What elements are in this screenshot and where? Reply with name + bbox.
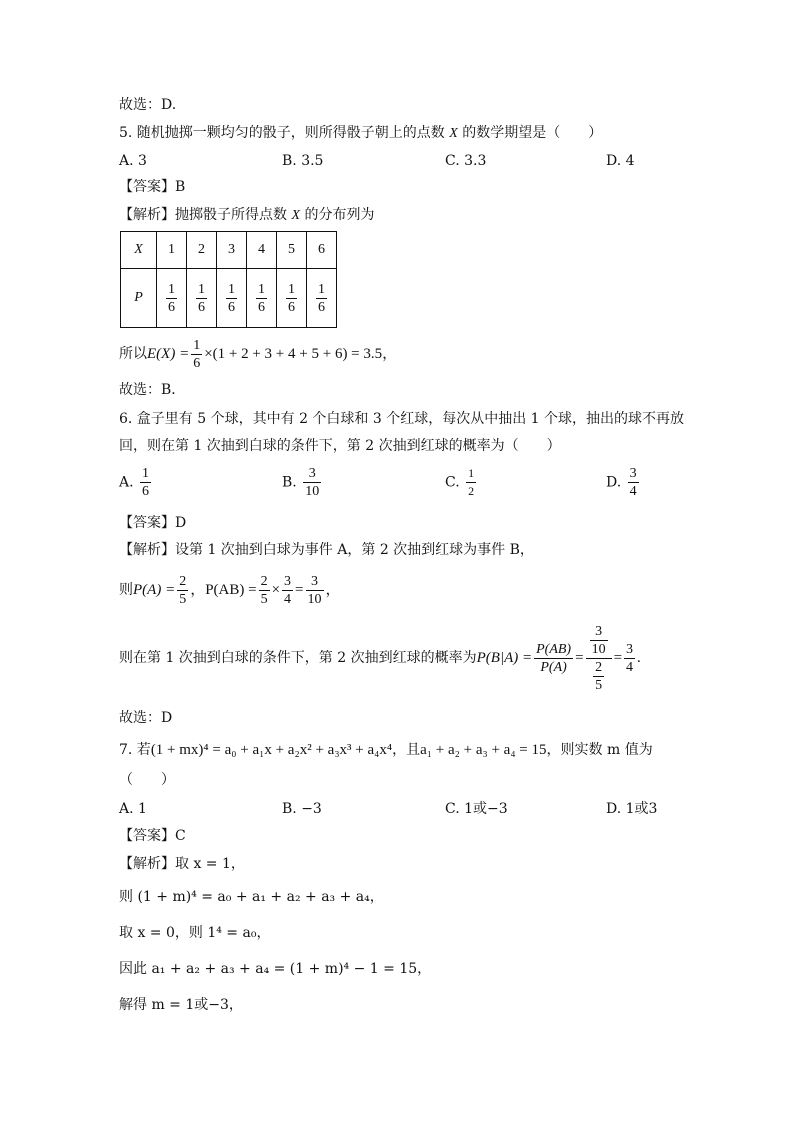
table-prob-cell: $\frac{1}{6}$ xyxy=(307,269,337,328)
pab-end: ， xyxy=(325,582,341,598)
q7-analysis-line5: 解得 m = 1或−3， xyxy=(119,997,243,1013)
pab-times: × xyxy=(271,582,281,598)
cond-text: 则在第 1 次抽到白球的条件下，第 2 次抽到红球的概率为 xyxy=(119,650,477,666)
q7-stem-mid: ，且 xyxy=(392,742,421,758)
table-header-row xyxy=(121,232,337,269)
formula-rhs: ×(1 + 2 + 3 + 4 + 5 + 6) = 3.5， xyxy=(204,346,398,362)
cond-end: . xyxy=(637,650,641,666)
q6-option-b: B. $\frac{3}{10}$ xyxy=(282,466,320,499)
q5-analysis-var: X xyxy=(291,208,301,223)
q7-stem-line2: （ ） xyxy=(119,772,175,788)
q5-option-a: A. 3 xyxy=(119,153,147,169)
pab-fraction-2: $\frac{3}{4}$ xyxy=(284,573,292,607)
q6-option-d: D. $\frac{3}{4}$ xyxy=(606,466,637,499)
cond-eq: = xyxy=(575,650,584,666)
q6-answer: 【答案】D xyxy=(119,515,187,531)
q7-stem-condition: a₁ + a₂ + a₃ + a₄ = 15 xyxy=(420,742,547,758)
cond-eq2: = xyxy=(613,650,623,666)
q6-stem-line1: 6. 盒子里有 5 个球，其中有 2 个白球和 3 个红球，每次从中抽出 1 个球，抽出的球不再放 xyxy=(119,411,685,427)
q6-probabilities xyxy=(119,572,341,608)
q7-analysis-line3: 取 x = 0，则 1⁴ = a₀， xyxy=(119,925,271,941)
q7-stem-prefix: 7. 若 xyxy=(119,742,151,758)
q5-answer: 【答案】B xyxy=(119,179,186,195)
cond-fraction: $\frac{P(AB)}{P(A)}$ xyxy=(536,641,572,675)
pab-lhs: ，P(AB) = xyxy=(190,582,257,598)
formula-lhs: E(X) = xyxy=(147,346,190,362)
q7-option-d: D. 1或3 xyxy=(606,801,658,817)
q6-conditional xyxy=(119,622,641,694)
q7-answer: 【答案】C xyxy=(119,828,186,844)
q6-option-c: C. $\frac{1}{2}$ xyxy=(445,466,475,498)
q5-option-d: D. 4 xyxy=(606,153,635,169)
q5-stem-text-a: 5. 随机抛掷一颗均匀的骰子，则所得骰子朝上的点数 xyxy=(119,125,450,141)
table-x-label: X xyxy=(121,232,157,269)
table-value-cell: 6 xyxy=(307,232,337,269)
cond-lhs: P(B|A) = xyxy=(476,650,533,666)
pab-fraction-1: $\frac{2}{5}$ xyxy=(260,573,268,607)
q5-analysis-text-a: 【解析】抛掷骰子所得点数 xyxy=(119,207,292,223)
table-value-cell: 1 xyxy=(157,232,187,269)
q7-stem-formula: (1 + mx)⁴ = a₀ + a₁x + a₂x² + a₃x³ + a₄x⁴ xyxy=(150,742,393,758)
q5-analysis xyxy=(119,206,374,225)
formula-fraction: $\frac{1}{6}$ xyxy=(193,337,201,371)
q5-option-b: B. 3.5 xyxy=(282,153,324,169)
q6-option-a: A. $\frac{1}{6}$ xyxy=(119,466,150,499)
table-prob-cell: $\frac{1}{6}$ xyxy=(157,269,187,328)
q5-option-c: C. 3.3 xyxy=(445,153,487,169)
table-value-cell: 3 xyxy=(217,232,247,269)
cond-compound-fraction: $\frac{\frac{3}{10}}{\frac{2}{5}}$ xyxy=(586,623,612,694)
q7-analysis-line2: 则 (1 + m)⁴ = a₀ + a₁ + a₂ + a₃ + a₄， xyxy=(119,889,384,905)
pab-fraction-3: $\frac{3}{10}$ xyxy=(307,573,322,607)
table-value-cell: 2 xyxy=(187,232,217,269)
pa-fraction: $\frac{2}{5}$ xyxy=(179,573,187,607)
q7-stem xyxy=(119,741,653,759)
distribution-table xyxy=(120,231,337,328)
table-p-label: P xyxy=(121,269,157,328)
q4-conclusion: 故选：D. xyxy=(119,97,177,113)
q6-analysis: 【解析】设第 1 次抽到白球为事件 A，第 2 次抽到红球为事件 B， xyxy=(119,542,534,558)
q5-expectation-formula xyxy=(119,336,397,372)
then-prefix: 则 xyxy=(119,582,133,598)
pa-lhs: P(A) = xyxy=(133,582,176,598)
q7-analysis-line4: 因此 a₁ + a₂ + a₃ + a₄ = (1 + m)⁴ − 1 = 15， xyxy=(119,961,432,977)
q5-stem-var: X xyxy=(449,126,458,141)
cond-result-fraction: $\frac{3}{4}$ xyxy=(626,641,634,675)
table-value-cell: 5 xyxy=(277,232,307,269)
table-value-cell: 4 xyxy=(247,232,277,269)
q6-stem-line2: 回，则在第 1 次抽到白球的条件下，第 2 次抽到红球的概率为（ ） xyxy=(119,438,561,454)
q6-conclusion: 故选：D xyxy=(119,710,173,726)
q7-option-c: C. 1或−3 xyxy=(445,801,508,817)
q5-analysis-text-b: 的分布列为 xyxy=(300,207,375,223)
q5-stem-text-b: 的数学期望是（ ） xyxy=(457,125,603,141)
table-prob-cell: $\frac{1}{6}$ xyxy=(217,269,247,328)
q7-option-b: B. −3 xyxy=(282,801,322,817)
table-prob-row xyxy=(121,269,337,328)
table-prob-cell: $\frac{1}{6}$ xyxy=(247,269,277,328)
so-prefix: 所以 xyxy=(119,346,147,362)
q5-conclusion: 故选：B． xyxy=(119,382,186,398)
pab-eq: = xyxy=(295,582,304,598)
q7-analysis-line1: 【解析】取 x = 1， xyxy=(119,856,245,872)
q7-option-a: A. 1 xyxy=(119,801,147,817)
q7-stem-suffix: ，则实数 m 值为 xyxy=(546,742,653,758)
table-prob-cell: $\frac{1}{6}$ xyxy=(187,269,217,328)
table-prob-cell: $\frac{1}{6}$ xyxy=(277,269,307,328)
q5-stem xyxy=(119,124,602,143)
